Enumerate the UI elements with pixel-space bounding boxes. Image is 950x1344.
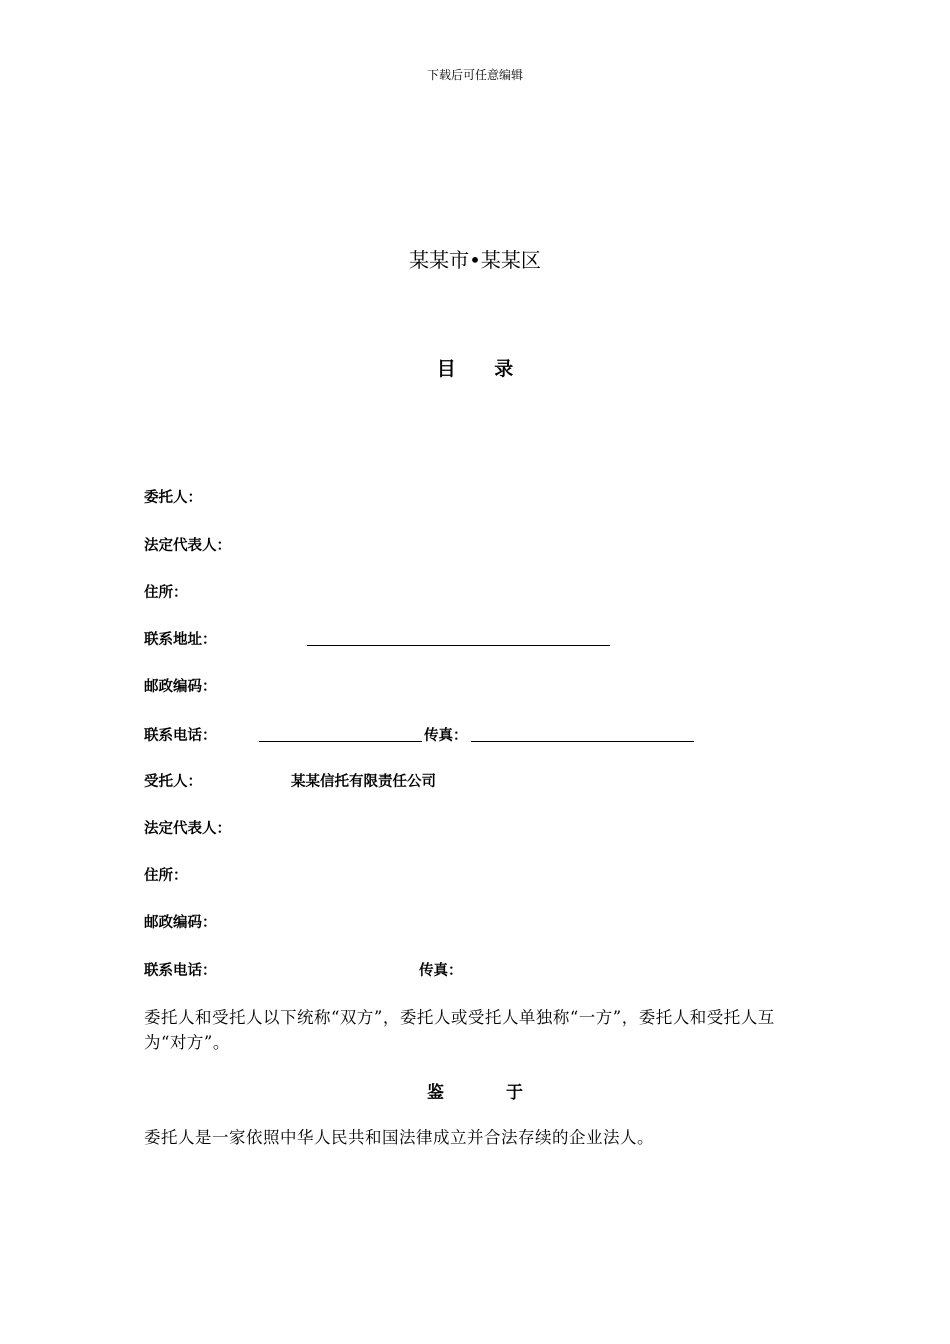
phone-underline [259, 741, 422, 742]
fax-underline [471, 741, 694, 742]
trustee-name: 某某信托有限责任公司 [291, 773, 436, 790]
header-note: 下载后可任意编辑 [426, 68, 523, 82]
trustee-rep-label: 法定代表人： [144, 820, 231, 837]
principal-postcode-label: 邮政编码： [144, 678, 217, 695]
address-underline [307, 645, 610, 646]
trustee-postcode-label: 邮政编码： [144, 914, 217, 931]
trustee-domicile-label: 住所： [144, 867, 188, 884]
whereas-paragraph: 委托人是一家依照中华人民共和国法律成立并合法存续的企业法人。 [144, 1128, 654, 1147]
principal-address-label: 联系地址： [144, 631, 217, 648]
principal-domicile-label: 住所： [144, 584, 188, 601]
principal-rep-label: 法定代表人： [144, 537, 231, 554]
principal-label: 委托人： [144, 489, 202, 506]
trustee-label: 受托人： [144, 773, 202, 790]
principal-phone-label: 联系电话： [144, 727, 217, 744]
whereas-heading: 鉴 于 [427, 1083, 551, 1103]
city-district: 某某市•某某区 [409, 248, 541, 272]
trustee-phone-label: 联系电话： [144, 962, 217, 979]
principal-fax-label: 传真： [424, 727, 468, 744]
parties-paragraph: 委托人和受托人以下统称“双方”，委托人或受托人单独称“一方”，委托人和受托人互为“对方”。 [144, 1008, 775, 1052]
trustee-fax-label: 传真： [419, 962, 463, 979]
toc-title: 目 录 [436, 358, 530, 380]
